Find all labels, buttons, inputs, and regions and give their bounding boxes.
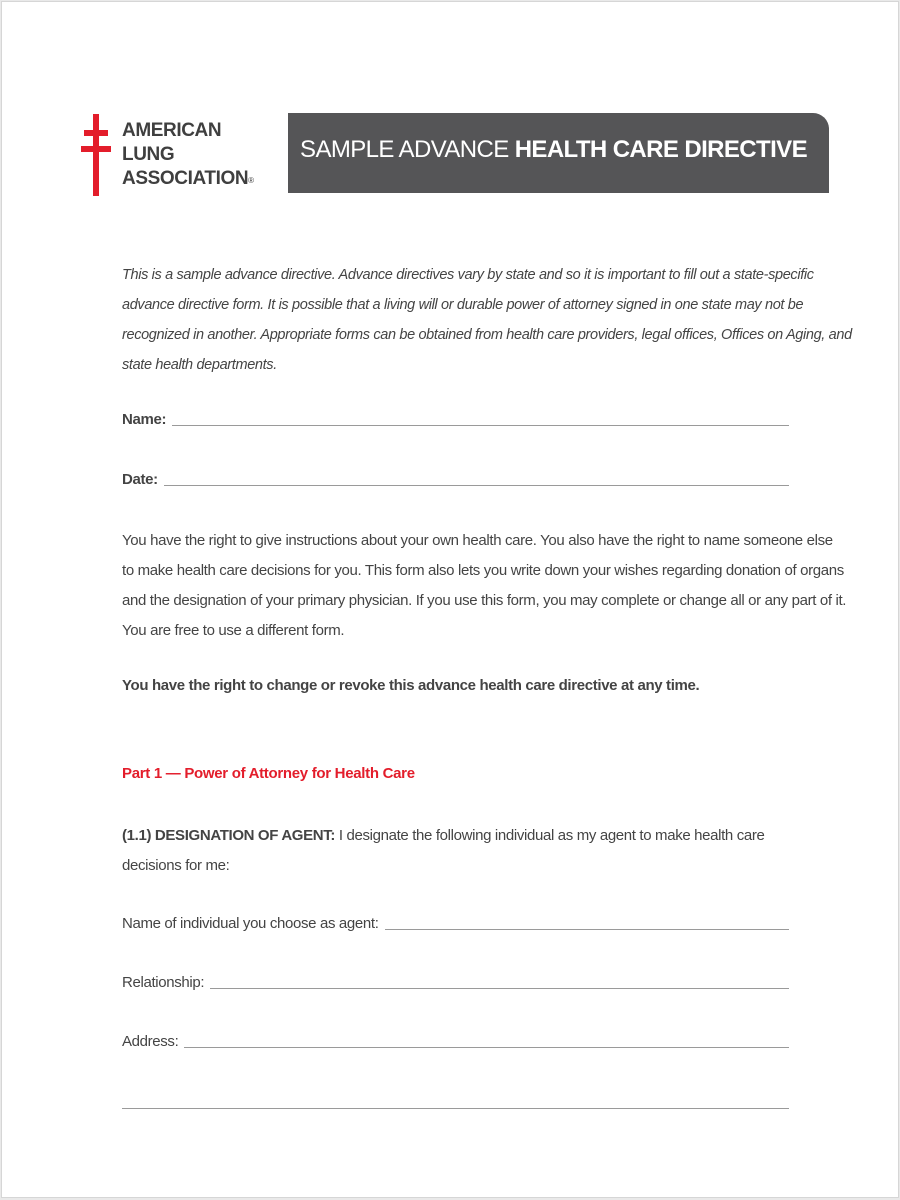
title-banner <box>288 113 829 193</box>
address-input-line[interactable] <box>184 1047 789 1048</box>
relationship-input-line[interactable] <box>210 988 789 989</box>
logo-line-3: ASSOCIATION® <box>122 168 254 189</box>
document-title <box>300 136 807 164</box>
intro-line: recognized in another. Appropriate forms can be obtained from health care providers, legal offices, Offices on Aging, and <box>122 327 852 343</box>
designation-of-agent <box>122 821 792 881</box>
relationship-field[interactable] <box>122 972 789 992</box>
agent-name-label: Name of individual you choose as agent: <box>122 915 379 932</box>
logo-line-2: LUNG <box>122 144 175 165</box>
rights-line: You have the right to give instructions about your own health care. You also have the right to name someone else <box>122 532 833 549</box>
relationship-label: Relationship: <box>122 974 205 991</box>
intro-line: advance directive form. It is possible that a living will or durable power of attorney signed in one state may not be <box>122 297 804 313</box>
revoke-statement: You have the right to change or revoke this advance health care directive at any time. <box>122 677 700 694</box>
part-1-heading: Part 1 — Power of Attorney for Health Care <box>122 765 415 782</box>
address-continuation-line[interactable] <box>122 1108 789 1109</box>
intro-paragraph <box>122 260 852 380</box>
agent-name-field[interactable] <box>122 913 789 933</box>
intro-line: This is a sample advance directive. Advance directives vary by state and so it is important to fill out a state-specific <box>122 267 814 283</box>
title-light: SAMPLE ADVANCE <box>300 136 515 163</box>
name-field[interactable] <box>122 409 789 429</box>
name-input-line[interactable] <box>172 425 789 426</box>
date-field[interactable] <box>122 469 789 489</box>
agent-name-input-line[interactable] <box>385 929 789 930</box>
rights-paragraph <box>122 526 847 646</box>
date-input-line[interactable] <box>164 485 789 486</box>
designation-text: I designate the following individual as my agent to make health care <box>335 827 765 844</box>
rights-line: You are free to use a different form. <box>122 622 345 639</box>
designation-text-cont: decisions for me: <box>122 857 230 874</box>
address-field[interactable] <box>122 1031 789 1051</box>
logo-line-1: AMERICAN <box>122 120 222 141</box>
title-bold: HEALTH CARE DIRECTIVE <box>514 136 807 163</box>
american-lung-association-logo <box>81 114 271 196</box>
name-label: Name: <box>122 411 167 428</box>
intro-line: state health departments. <box>122 357 277 373</box>
rights-line: and the designation of your primary physician. If you use this form, you may complete or change all or any part of it. <box>122 592 847 609</box>
designation-title: (1.1) DESIGNATION OF AGENT: <box>122 827 336 844</box>
logo-wordmark <box>122 119 254 193</box>
rights-line: to make health care decisions for you. This form also lets you write down your wishes regarding donation of organs <box>122 562 844 579</box>
double-barred-cross-icon <box>81 114 111 196</box>
document-page <box>1 1 899 1198</box>
date-label: Date: <box>122 471 158 488</box>
address-label: Address: <box>122 1033 179 1050</box>
registered-mark: ® <box>248 176 254 185</box>
